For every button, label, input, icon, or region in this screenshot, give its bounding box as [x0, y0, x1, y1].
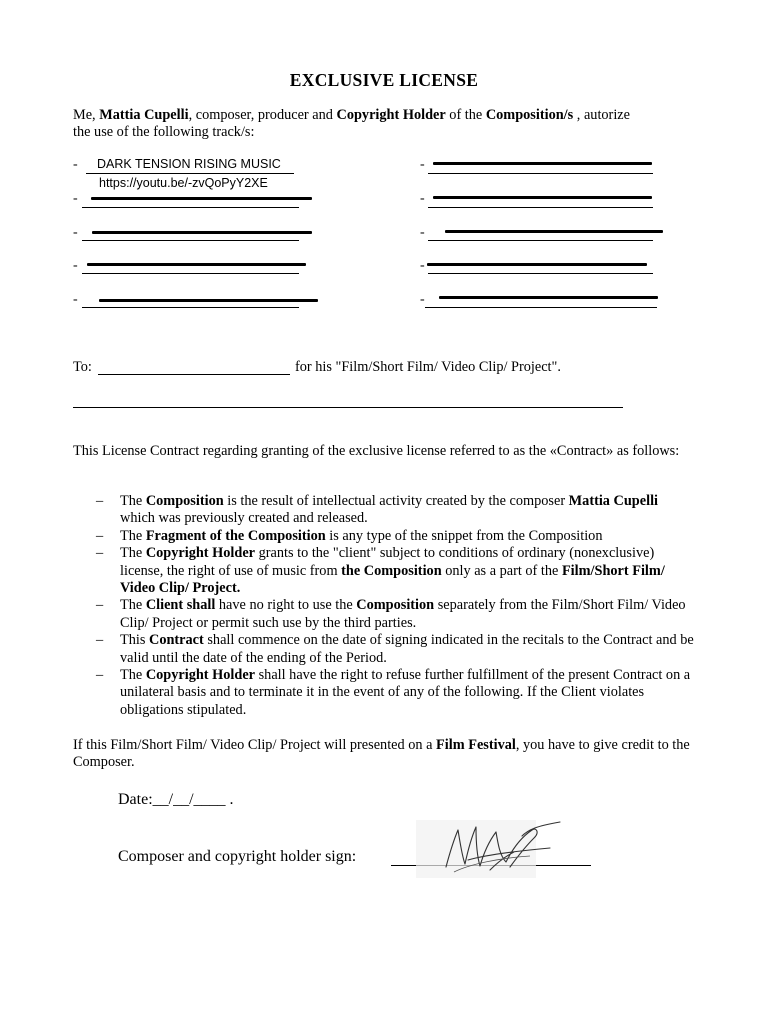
track-underline: [82, 273, 299, 274]
redaction-bar: [427, 263, 647, 266]
to-suffix: for his "Film/Short Film/ Video Clip/ Project".: [295, 359, 561, 375]
composer-name: Mattia Cupelli: [99, 107, 189, 123]
redaction-bar: [92, 231, 312, 234]
track-dash: -: [73, 292, 78, 307]
redaction-bar: [433, 196, 652, 199]
intro-paragraph: Me, Mattia Cupelli, composer, producer and Copyright Holder of the Composition/s , autorize the use of the following track/s:: [73, 107, 630, 140]
signature-label: Composer and copyright holder sign:: [118, 848, 357, 865]
track-underline: [425, 307, 657, 308]
list-item: – The Copyright Holder grants to the "client" subject to conditions of ordinary (nonexclusive) license, the right of use of music from the Composition only as a part of the Film/Short Film/ Video Clip/ Project.: [96, 545, 665, 597]
redaction-bar: [433, 162, 652, 165]
list-item: – The Copyright Holder shall have the right to refuse further fulfillment of the present Contract on a unilateral basis and to terminate it in the event of any of the following. If the Client violates obligations stipulated.: [96, 667, 691, 718]
track-1-url: https://youtu.be/-zvQoPyY2XE: [99, 176, 268, 190]
track-dash: -: [73, 225, 78, 240]
track-dash: -: [420, 258, 425, 273]
signature-icon: [410, 812, 570, 887]
track-1-name: DARK TENSION RISING MUSIC: [97, 157, 281, 171]
track-underline: [428, 273, 653, 274]
track-underline: [82, 307, 299, 308]
track-underline: [86, 173, 294, 174]
list-item: – This Contract shall commence on the date of signing indicated in the recitals to the Contract and be valid until the date of the ending of the Period.: [96, 632, 694, 666]
track-underline: [428, 240, 653, 241]
contract-intro: This License Contract regarding granting of the exclusive license referred to as the «Contract» as follows:: [73, 443, 680, 459]
track-underline: [82, 240, 299, 241]
track-dash: -: [73, 191, 78, 206]
track-dash: -: [420, 157, 425, 172]
festival-paragraph: If this Film/Short Film/ Video Clip/ Project will presented on a Film Festival, you have to give credit to the Composer.: [73, 737, 690, 770]
client-name-field[interactable]: [98, 374, 290, 375]
terms-list: [96, 493, 696, 719]
date-field[interactable]: Date:__/__/____ .: [118, 791, 234, 808]
to-label: To:: [73, 359, 92, 375]
redaction-bar: [445, 230, 663, 233]
redaction-bar: [99, 299, 318, 302]
track-underline: [428, 207, 653, 208]
track-dash: -: [73, 157, 78, 172]
track-dash: -: [420, 225, 425, 240]
track-dash: -: [73, 258, 78, 273]
list-item: – The Client shall have no right to use the Composition separately from the Film/Short Film/ Video Clip/ Project or permit such use by the third parties.: [96, 597, 686, 631]
redaction-bar: [91, 197, 312, 200]
document-title: EXCLUSIVE LICENSE: [289, 70, 479, 90]
list-item: – The Fragment of the Composition is any type of the snippet from the Composition: [96, 527, 603, 544]
redaction-bar: [87, 263, 306, 266]
track-underline: [82, 207, 299, 208]
redaction-bar: [439, 296, 658, 299]
blank-line[interactable]: [73, 407, 623, 408]
track-dash: -: [420, 292, 425, 307]
track-underline: [428, 173, 653, 174]
track-dash: -: [420, 191, 425, 206]
list-item: – The Composition is the result of intellectual activity created by the composer Mattia Cupelli which was previously created and released.: [96, 493, 659, 527]
